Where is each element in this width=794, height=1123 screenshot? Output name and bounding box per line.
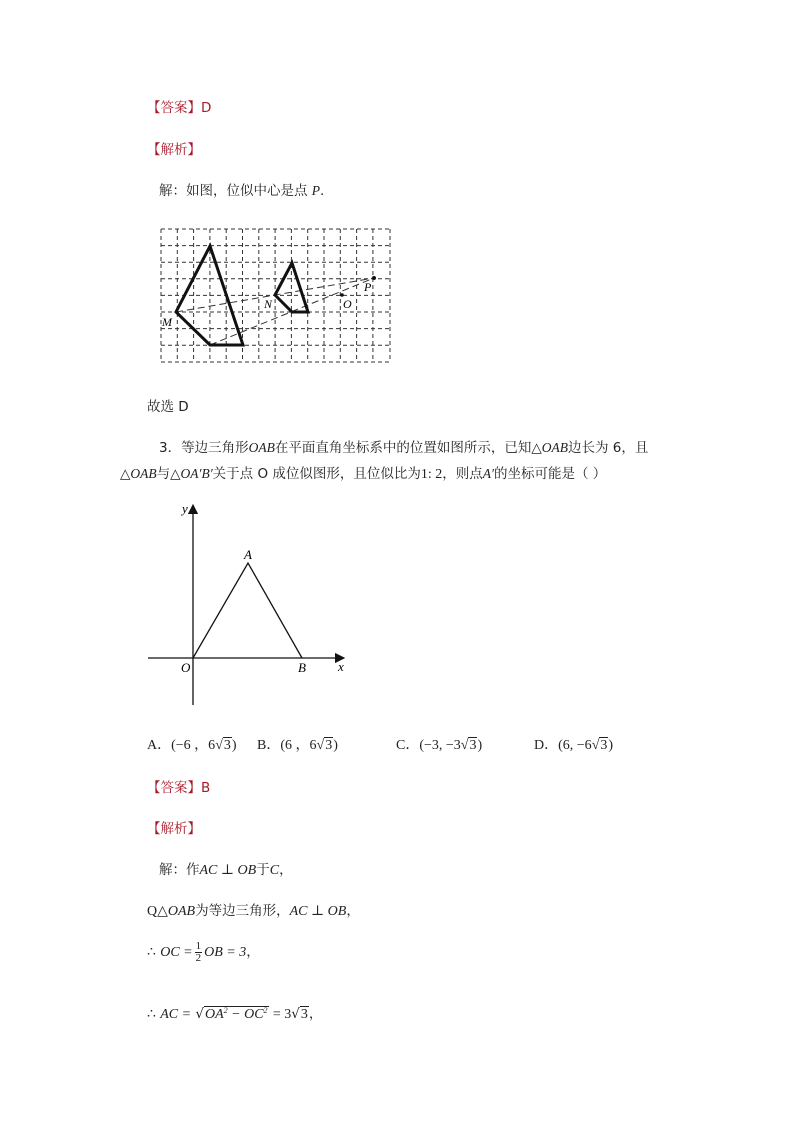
option-radicand: 3	[223, 738, 231, 753]
option-text: (6 ，6	[280, 738, 317, 753]
q3-stem-line2	[120, 462, 606, 483]
step-math: AC ⊥ OB	[199, 863, 257, 878]
q3-stem-line1	[159, 436, 648, 456]
stem-triangle: △OAB	[120, 466, 157, 481]
option-radicand: 3	[325, 738, 333, 753]
q3-step4: ∴ AC = $√OA^2 - OC^2 = 3√3$，	[147, 1006, 323, 1022]
stem-triangle-prime: △OA′B′	[170, 466, 213, 481]
option-c[interactable]: C．(−3, −3√3)	[396, 738, 483, 753]
stem-text: 在平面直角坐标系中的位置如图所示，已知	[274, 440, 532, 456]
option-d[interactable]: D．(6, −6√3)	[534, 738, 614, 753]
option-b[interactable]: B．(6 ，6√3)	[257, 738, 338, 753]
step-math: C	[269, 863, 280, 878]
label-b: B	[298, 660, 306, 675]
stem-text: 关于点 O 成位似图形，且位似比为	[212, 466, 421, 482]
q3-step1	[159, 858, 293, 879]
label-a: A	[244, 547, 252, 562]
step-math: OC =	[160, 945, 193, 960]
radical-term: − OC	[227, 1007, 264, 1022]
option-letter: A．	[147, 738, 172, 753]
option-radicand: 3	[600, 738, 608, 753]
triangle-oab	[193, 563, 302, 658]
label-o: O	[343, 297, 352, 311]
answer-value: B	[201, 780, 211, 796]
solution-end: .	[320, 183, 325, 199]
step-math: OB = 3	[204, 945, 247, 960]
radical-term: OA	[204, 1007, 224, 1022]
option-text: (−6 ，6	[171, 738, 216, 753]
label-x: x	[338, 659, 344, 674]
fraction-numerator: 1	[195, 939, 202, 952]
option-letter: B．	[257, 738, 281, 753]
step-text: 于	[256, 862, 270, 878]
exponent: 2	[223, 1006, 228, 1015]
stem-text: ，则点	[442, 466, 483, 482]
radical	[204, 1006, 269, 1022]
step-text: 为等边三角形，	[195, 903, 290, 919]
step-math: AC ⊥ OB	[289, 904, 347, 919]
option-letter: C．	[396, 738, 420, 753]
stem-text: 的坐标可能是（ ）	[493, 466, 607, 482]
fraction	[195, 941, 203, 964]
stem-text: 等边三角形	[181, 440, 249, 456]
option-text: (−3, −3	[419, 738, 461, 753]
q3-answer-line	[147, 776, 210, 796]
label-p: P	[364, 280, 372, 294]
stem-oab: OAB	[248, 440, 275, 455]
stem-triangle: △OAB	[531, 440, 568, 455]
solution-text: 解：如图，位似中心是点	[159, 183, 312, 199]
q3-step2	[147, 899, 360, 920]
step-text: ，	[346, 903, 360, 919]
answer-tag: 【答案】	[147, 100, 201, 116]
label-y: y	[182, 501, 188, 516]
label-o: O	[181, 660, 191, 675]
q2-solution	[159, 179, 324, 199]
because-symbol: Q	[147, 904, 158, 919]
therefore-symbol: ∴	[147, 945, 156, 960]
step-text: 解：作	[159, 862, 200, 878]
label-n: N	[264, 297, 273, 311]
fraction-denominator: 2	[195, 951, 202, 964]
step-math: AC =	[160, 1007, 192, 1022]
option-a[interactable]: A．(−6 ，6√3)	[147, 738, 237, 753]
option-text: )	[608, 738, 614, 753]
answer-tag: 【答案】	[147, 780, 201, 796]
step-text: ，	[308, 1006, 323, 1022]
step-text: ，	[279, 862, 293, 878]
option-text: (6, −6	[558, 738, 592, 753]
therefore-symbol: ∴	[147, 1007, 156, 1022]
question-number: 3．	[159, 440, 182, 456]
coordinate-figure	[140, 495, 360, 715]
step-text: ，	[246, 944, 260, 960]
option-text: )	[231, 738, 237, 753]
q2-answer-line	[147, 96, 211, 116]
stem-text: 边长为 6，且	[567, 440, 649, 456]
q2-analysis-tag: 【解析】	[147, 142, 201, 158]
point-p	[372, 276, 376, 280]
q3-analysis-tag: 【解析】	[147, 821, 201, 837]
q3-step3	[147, 940, 260, 964]
stem-text: 与	[156, 466, 171, 482]
stem-point: A′	[482, 466, 494, 481]
radicand: 3	[300, 1007, 308, 1022]
option-text: )	[333, 738, 338, 753]
option-radicand: 3	[469, 738, 477, 753]
option-letter: D．	[534, 738, 559, 753]
exponent: 2	[263, 1006, 268, 1015]
stem-ratio: 1: 2	[420, 467, 443, 482]
step-math: △OAB	[157, 904, 196, 919]
answer-value: D	[201, 100, 212, 116]
label-m: M	[162, 315, 172, 329]
solution-point: P	[311, 183, 321, 198]
q2-conclusion: 故选 D	[147, 399, 189, 415]
step-math: = 3	[272, 1007, 292, 1022]
homothety-grid-figure	[150, 222, 400, 370]
option-text: )	[477, 738, 483, 753]
